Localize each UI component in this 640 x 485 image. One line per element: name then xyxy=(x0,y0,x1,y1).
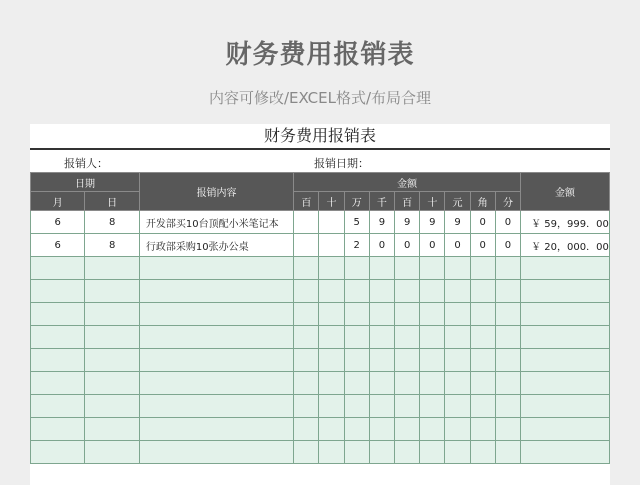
cell-empty[interactable] xyxy=(369,349,394,372)
cell-empty[interactable] xyxy=(31,372,85,395)
cell-empty[interactable] xyxy=(319,349,344,372)
cell-digit[interactable] xyxy=(319,234,344,257)
cell-empty[interactable] xyxy=(85,372,139,395)
cell-empty[interactable] xyxy=(420,257,445,280)
cell-content[interactable]: 开发部买10台顶配小米笔记本 xyxy=(139,211,293,234)
cell-empty[interactable] xyxy=(319,441,344,464)
cell-empty[interactable] xyxy=(31,418,85,441)
cell-empty[interactable] xyxy=(495,418,520,441)
cell-digit[interactable]: 0 xyxy=(470,234,495,257)
table-row xyxy=(31,234,610,257)
cell-empty[interactable] xyxy=(420,303,445,326)
cell-empty[interactable] xyxy=(344,257,369,280)
cell-empty[interactable] xyxy=(420,395,445,418)
cell-empty[interactable] xyxy=(420,326,445,349)
header-amount: 金额 xyxy=(521,173,610,211)
cell-empty[interactable] xyxy=(445,372,470,395)
cell-empty[interactable] xyxy=(470,257,495,280)
cell-digit[interactable]: 9 xyxy=(369,211,394,234)
cell-empty[interactable] xyxy=(495,257,520,280)
cell-month[interactable]: 6 xyxy=(31,211,85,234)
reporter-label: 报销人： xyxy=(64,157,108,170)
cell-empty[interactable] xyxy=(294,326,319,349)
cell-empty[interactable] xyxy=(85,418,139,441)
cell-empty[interactable] xyxy=(395,303,420,326)
cell-amount[interactable]: ￥ 59，999．00 xyxy=(521,211,610,234)
cell-digit[interactable]: 9 xyxy=(445,211,470,234)
header-digit: 十 xyxy=(319,192,344,211)
cell-empty[interactable] xyxy=(294,395,319,418)
page-subtitle: 内容可修改/EXCEL格式/布局合理 xyxy=(208,89,432,107)
header-digit: 十 xyxy=(420,192,445,211)
cell-empty[interactable] xyxy=(420,349,445,372)
cell-digit[interactable]: 0 xyxy=(495,234,520,257)
cell-empty[interactable] xyxy=(445,418,470,441)
cell-empty[interactable] xyxy=(395,395,420,418)
cell-empty[interactable] xyxy=(395,418,420,441)
expense-table xyxy=(30,172,610,464)
cell-empty[interactable] xyxy=(495,326,520,349)
cell-empty[interactable] xyxy=(294,257,319,280)
cell-empty[interactable] xyxy=(395,349,420,372)
cell-empty[interactable] xyxy=(344,441,369,464)
cell-empty[interactable] xyxy=(31,257,85,280)
cell-empty[interactable] xyxy=(319,303,344,326)
cell-empty[interactable] xyxy=(521,257,610,280)
cell-empty[interactable] xyxy=(445,326,470,349)
cell-empty[interactable] xyxy=(470,349,495,372)
cell-empty[interactable] xyxy=(31,326,85,349)
cell-empty[interactable] xyxy=(445,303,470,326)
cell-empty[interactable] xyxy=(470,441,495,464)
cell-empty[interactable] xyxy=(85,349,139,372)
cell-digit[interactable] xyxy=(294,211,319,234)
cell-empty[interactable] xyxy=(521,303,610,326)
table-row-empty xyxy=(31,372,610,395)
cell-empty[interactable] xyxy=(294,303,319,326)
cell-empty[interactable] xyxy=(470,280,495,303)
cell-empty[interactable] xyxy=(85,395,139,418)
cell-empty[interactable] xyxy=(521,280,610,303)
cell-empty[interactable] xyxy=(85,280,139,303)
table-row-empty xyxy=(31,441,610,464)
cell-digit[interactable]: 9 xyxy=(420,211,445,234)
table-row-empty xyxy=(31,280,610,303)
cell-digit[interactable]: 2 xyxy=(344,234,369,257)
cell-digit[interactable] xyxy=(294,234,319,257)
cell-digit[interactable]: 0 xyxy=(470,211,495,234)
cell-empty[interactable] xyxy=(139,326,293,349)
cell-empty[interactable] xyxy=(294,372,319,395)
cell-empty[interactable] xyxy=(369,395,394,418)
cell-empty[interactable] xyxy=(521,326,610,349)
cell-empty[interactable] xyxy=(139,418,293,441)
cell-empty[interactable] xyxy=(369,303,394,326)
cell-empty[interactable] xyxy=(395,280,420,303)
header-amount-group: 金额 xyxy=(294,173,521,192)
cell-digit[interactable] xyxy=(319,211,344,234)
cell-empty[interactable] xyxy=(139,349,293,372)
cell-empty[interactable] xyxy=(395,326,420,349)
header-date-group: 日期 xyxy=(31,173,140,192)
cell-empty[interactable] xyxy=(470,303,495,326)
cell-month[interactable]: 6 xyxy=(31,234,85,257)
sheet-title: 财务费用报销表 xyxy=(263,126,376,145)
cell-empty[interactable] xyxy=(319,418,344,441)
cell-empty[interactable] xyxy=(445,280,470,303)
cell-empty[interactable] xyxy=(445,395,470,418)
cell-empty[interactable] xyxy=(369,441,394,464)
cell-empty[interactable] xyxy=(420,280,445,303)
cell-empty[interactable] xyxy=(395,441,420,464)
cell-empty[interactable] xyxy=(139,395,293,418)
date-label: 报销日期： xyxy=(314,157,369,170)
cell-empty[interactable] xyxy=(139,372,293,395)
page-title: 财务费用报销表 xyxy=(225,40,415,70)
cell-empty[interactable] xyxy=(369,418,394,441)
cell-empty[interactable] xyxy=(31,395,85,418)
spreadsheet xyxy=(30,124,610,485)
cell-empty[interactable] xyxy=(445,441,470,464)
cell-empty[interactable] xyxy=(344,395,369,418)
cell-empty[interactable] xyxy=(294,349,319,372)
header-digit: 角 xyxy=(470,192,495,211)
header-digit: 万 xyxy=(344,192,369,211)
cell-empty[interactable] xyxy=(85,303,139,326)
table-row xyxy=(31,211,610,234)
cell-empty[interactable] xyxy=(85,257,139,280)
header-digit: 千 xyxy=(369,192,394,211)
cell-empty[interactable] xyxy=(470,418,495,441)
cell-empty[interactable] xyxy=(420,441,445,464)
table-row-empty xyxy=(31,418,610,441)
cell-empty[interactable] xyxy=(139,441,293,464)
cell-empty[interactable] xyxy=(31,349,85,372)
cell-digit[interactable]: 0 xyxy=(395,234,420,257)
cell-content[interactable]: 行政部采购10张办公桌 xyxy=(139,234,293,257)
cell-empty[interactable] xyxy=(521,441,610,464)
header-day: 日 xyxy=(85,192,139,211)
header-digit: 百 xyxy=(294,192,319,211)
cell-empty[interactable] xyxy=(369,326,394,349)
cell-empty[interactable] xyxy=(344,349,369,372)
cell-empty[interactable] xyxy=(495,303,520,326)
cell-empty[interactable] xyxy=(139,280,293,303)
cell-empty[interactable] xyxy=(319,257,344,280)
cell-empty[interactable] xyxy=(319,395,344,418)
cell-amount[interactable]: ￥ 20，000．00 xyxy=(521,234,610,257)
cell-day[interactable]: 8 xyxy=(85,234,139,257)
header-digit: 元 xyxy=(445,192,470,211)
cell-empty[interactable] xyxy=(319,326,344,349)
cell-empty[interactable] xyxy=(445,257,470,280)
cell-empty[interactable] xyxy=(139,303,293,326)
header-digit: 百 xyxy=(395,192,420,211)
table-row-empty xyxy=(31,326,610,349)
cell-empty[interactable] xyxy=(420,418,445,441)
cell-empty[interactable] xyxy=(420,372,445,395)
cell-empty[interactable] xyxy=(369,372,394,395)
cell-empty[interactable] xyxy=(395,257,420,280)
cell-empty[interactable] xyxy=(521,395,610,418)
cell-empty[interactable] xyxy=(294,418,319,441)
cell-empty[interactable] xyxy=(344,326,369,349)
cell-empty[interactable] xyxy=(495,349,520,372)
cell-empty[interactable] xyxy=(85,326,139,349)
cell-empty[interactable] xyxy=(470,395,495,418)
cell-empty[interactable] xyxy=(395,372,420,395)
cell-empty[interactable] xyxy=(495,441,520,464)
cell-empty[interactable] xyxy=(521,372,610,395)
table-row-empty xyxy=(31,257,610,280)
cell-empty[interactable] xyxy=(294,280,319,303)
cell-empty[interactable] xyxy=(470,372,495,395)
cell-digit[interactable]: 5 xyxy=(344,211,369,234)
cell-empty[interactable] xyxy=(521,349,610,372)
cell-digit[interactable]: 0 xyxy=(445,234,470,257)
cell-empty[interactable] xyxy=(470,326,495,349)
table-row-empty xyxy=(31,303,610,326)
header-digit: 分 xyxy=(495,192,520,211)
cell-empty[interactable] xyxy=(495,372,520,395)
cell-empty[interactable] xyxy=(521,418,610,441)
cell-empty[interactable] xyxy=(445,349,470,372)
header-month: 月 xyxy=(31,192,85,211)
cell-empty[interactable] xyxy=(495,280,520,303)
cell-digit[interactable]: 0 xyxy=(495,211,520,234)
table-row-empty xyxy=(31,349,610,372)
cell-empty[interactable] xyxy=(31,441,85,464)
cell-empty[interactable] xyxy=(294,441,319,464)
cell-empty[interactable] xyxy=(31,280,85,303)
cell-empty[interactable] xyxy=(31,303,85,326)
table-row-empty xyxy=(31,395,610,418)
info-line xyxy=(30,148,610,174)
cell-empty[interactable] xyxy=(319,280,344,303)
cell-empty[interactable] xyxy=(344,280,369,303)
cell-digit[interactable]: 9 xyxy=(395,211,420,234)
cell-empty[interactable] xyxy=(85,441,139,464)
cell-empty[interactable] xyxy=(344,303,369,326)
header-content: 报销内容 xyxy=(139,173,293,211)
cell-empty[interactable] xyxy=(369,280,394,303)
cell-digit[interactable]: 0 xyxy=(420,234,445,257)
cell-empty[interactable] xyxy=(139,257,293,280)
cell-empty[interactable] xyxy=(369,257,394,280)
cell-empty[interactable] xyxy=(344,372,369,395)
cell-empty[interactable] xyxy=(319,372,344,395)
cell-digit[interactable]: 0 xyxy=(369,234,394,257)
cell-empty[interactable] xyxy=(495,395,520,418)
cell-day[interactable]: 8 xyxy=(85,211,139,234)
cell-empty[interactable] xyxy=(344,418,369,441)
